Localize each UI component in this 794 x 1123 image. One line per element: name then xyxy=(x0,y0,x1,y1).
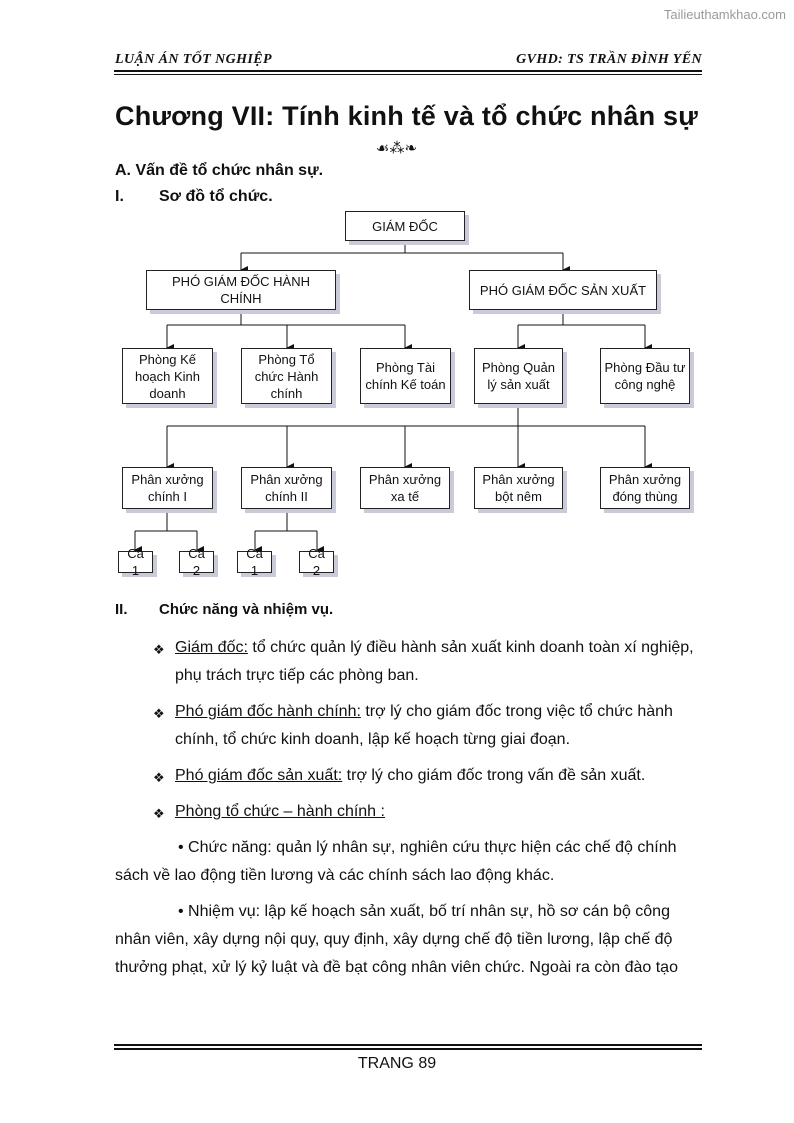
item-deputy-admin-line1 xyxy=(175,698,673,726)
item-hr-office xyxy=(175,798,385,826)
org-box-deputy-prod xyxy=(469,270,657,310)
org-box-workshop-5 xyxy=(600,467,690,509)
duty-para-line1: • Nhiệm vụ: lập kế hoạch sản xuất, bố trí nhân sự, hồ sơ cán bộ công xyxy=(178,903,670,920)
duty-para-line3: thưởng phạt, xử lý kỷ luật và đề bạt công nhân viên chức. Ngoài ra còn đào tạo xyxy=(115,959,678,976)
section-1-number: I. xyxy=(115,188,124,205)
item-director-line1 xyxy=(175,634,694,662)
ornament: ☙⁂❧ xyxy=(376,139,418,157)
footer-rule-second xyxy=(114,1048,702,1050)
ws1-line1: Phân xưởng xyxy=(131,472,204,487)
ws2-line1: Phân xưởng xyxy=(250,472,323,487)
item-deputy-prod-text: trợ lý cho giám đốc trong vấn đề sản xuất. xyxy=(342,767,646,784)
diamond-bullet-icon: ❖ xyxy=(153,806,165,821)
org-box-workshop-2 xyxy=(241,467,332,509)
dept5-line2: công nghệ xyxy=(614,377,676,392)
org-box-shift-2b xyxy=(299,546,334,578)
watermark: Tailieuthamkhao.com xyxy=(663,7,786,22)
org-box-dept-finance xyxy=(360,348,451,404)
function-para-line2: sách về lao động tiền lương và các chính sách lao động khác. xyxy=(115,867,555,884)
item-deputy-admin-term: Phó giám đốc hành chính: xyxy=(175,703,361,720)
section-1-title: Sơ đồ tổ chức. xyxy=(159,188,273,205)
org-box-dept-investment xyxy=(600,348,690,404)
org-director-label: GIÁM ĐỐC xyxy=(372,218,438,234)
dept1-line1: Phòng Kế xyxy=(138,351,197,367)
org-box-dept-production xyxy=(474,348,563,404)
footer-rule xyxy=(114,1044,702,1046)
header-right: GVHD: TS TRẦN ĐÌNH YẾN xyxy=(516,52,702,67)
dept2-line2: chức Hành xyxy=(254,368,319,384)
org-deputy-admin-label: PHÓ GIÁM ĐỐC HÀNH CHÍNH xyxy=(172,274,310,306)
section-2-title: Chức năng và nhiệm vụ. xyxy=(159,601,334,618)
ws2-line2: chính II xyxy=(265,489,308,504)
function-para-line1: • Chức năng: quản lý nhân sự, nghiên cứu thực hiện các chế độ chính xyxy=(178,839,677,856)
diamond-bullet-icon: ❖ xyxy=(153,642,165,657)
item-deputy-admin-text: trợ lý cho giám đốc trong việc tổ chức hành xyxy=(360,703,673,720)
dept3-line2: chính Kế toán xyxy=(365,377,446,392)
chapter-title: Chương VII: Tính kinh tế và tổ chức nhân sự xyxy=(115,101,698,131)
item-director-text: tổ chức quản lý điều hành sản xuất kinh doanh toàn xí nghiệp, xyxy=(247,639,694,656)
org-box-shift-2a xyxy=(237,546,272,578)
ws5-line2: đóng thùng xyxy=(612,489,678,504)
ws4-line2: bột nêm xyxy=(495,489,542,504)
shift-2a-label: Ca 1 xyxy=(246,546,263,578)
page-number: TRANG 89 xyxy=(357,1055,437,1072)
item-hr-office-term: Phòng tổ chức – hành chính : xyxy=(175,803,385,820)
duty-para-line2: nhân viên, xây dựng nội quy, quy định, xây dựng chế độ tiền lương, lập chế độ xyxy=(115,931,673,948)
section-a-heading: A. Vấn đề tổ chức nhân sự. xyxy=(115,162,324,179)
dept5-line1: Phòng Đầu tư xyxy=(604,360,686,375)
shift-2b-label: Ca 2 xyxy=(308,546,325,578)
org-box-dept-planning xyxy=(122,348,213,404)
org-box-shift-1a xyxy=(118,546,153,578)
org-box-dept-hr xyxy=(241,348,332,404)
dept2-line3: chính xyxy=(270,385,303,401)
org-box-workshop-3 xyxy=(360,467,450,509)
dept2-line1: Phòng Tổ xyxy=(258,351,315,367)
dept1-line2: hoạch Kinh xyxy=(134,368,201,384)
org-box-deputy-admin xyxy=(146,270,336,310)
shift-1a-label: Ca 1 xyxy=(127,546,144,578)
item-director-term: Giám đốc: xyxy=(175,639,248,656)
dept4-line1: Phòng Quản xyxy=(481,360,555,375)
ws4-line1: Phân xưởng xyxy=(482,472,555,487)
item-deputy-admin-line2: chính, tổ chức kinh doanh, lập kế hoạch từng giai đoạn. xyxy=(175,731,571,748)
item-deputy-prod-term: Phó giám đốc sản xuất: xyxy=(175,767,343,784)
org-box-workshop-1 xyxy=(122,467,213,509)
ws3-line1: Phân xưởng xyxy=(368,472,442,487)
header-left: LUẬN ÁN TỐT NGHIỆP xyxy=(115,52,272,67)
org-deputy-prod-label: PHÓ GIÁM ĐỐC SẢN XUẤT xyxy=(479,282,647,298)
ws1-line2: chính I xyxy=(147,489,187,504)
item-deputy-prod-line1 xyxy=(175,762,645,790)
ws3-line2: xa tế xyxy=(390,489,420,504)
org-box-shift-1b xyxy=(179,546,214,578)
diamond-bullet-icon: ❖ xyxy=(153,770,165,785)
org-box-director xyxy=(345,211,465,241)
dept1-line3: doanh xyxy=(149,385,186,401)
diamond-bullet-icon: ❖ xyxy=(153,706,165,721)
org-box-workshop-4 xyxy=(474,467,563,509)
item-director-line2: phụ trách trực tiếp các phòng ban. xyxy=(175,667,419,684)
ws5-line1: Phân xưởng xyxy=(608,472,682,487)
section-2-number: II. xyxy=(115,601,128,618)
dept4-line2: lý sản xuất xyxy=(487,377,550,392)
shift-1b-label: Ca 2 xyxy=(188,546,205,578)
dept3-line1: Phòng Tài xyxy=(375,360,435,375)
